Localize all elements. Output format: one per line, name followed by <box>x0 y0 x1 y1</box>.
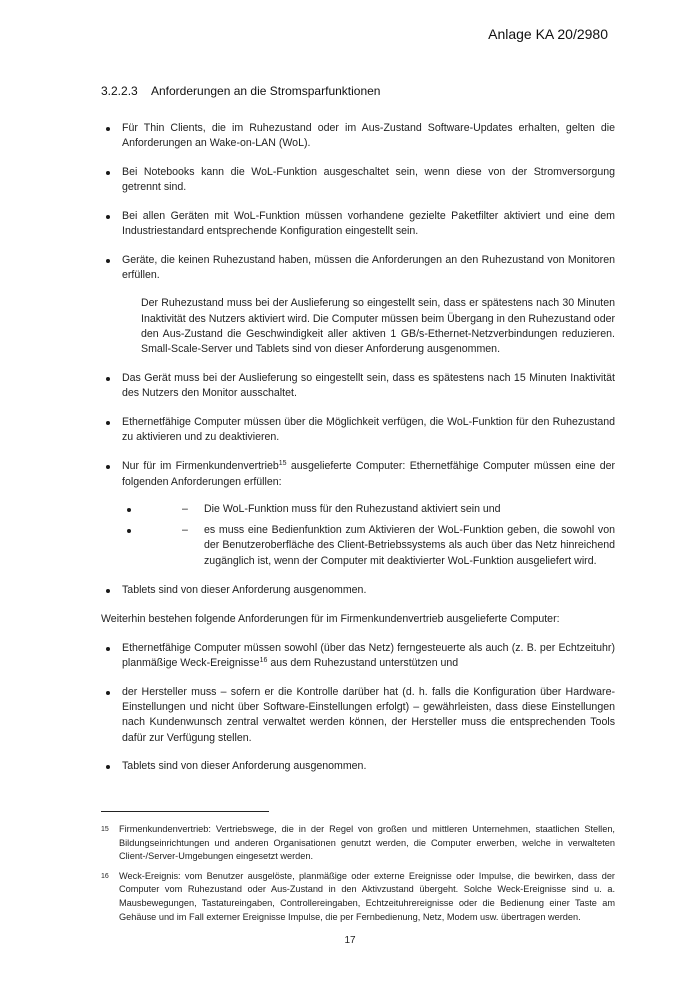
document-reference: Anlage KA 20/2980 <box>488 26 608 42</box>
dash-symbol: – <box>182 502 188 515</box>
list-item: Geräte, die keinen Ruhezustand haben, müssen die Anforderungen an den Ruhezustand von Monitoren erfüllen. <box>101 253 615 284</box>
footnote-number: 15 <box>101 826 109 833</box>
list-item-firmenkunden <box>101 459 615 569</box>
list-item-text: ausgelieferte Computer: Ethernetfähige Computer müssen eine der folgenden Anforderungen erfüllen: <box>122 460 616 488</box>
dash-item <box>122 523 615 569</box>
section-heading <box>101 84 380 98</box>
list-item: der Hersteller muss – sofern er die Kontrolle darüber hat (d. h. falls die Konfiguration über Hardware-Einstellungen und nicht über Software-Einstellungen erfolgt) – gewährleisten, dass diese Einstellungen nach Kundenwunsch zentral verwaltet werden können, der Hersteller muss die entsprechenden Tools dafür zur Verfügung stellen. <box>101 685 615 746</box>
body-content <box>101 107 615 775</box>
footnote-text: Weck-Ereignis: vom Benutzer ausgelöste, planmäßige oder externe Ereignisse oder Impulse, die bewirken, dass der Computer vom Ruhezustand oder Aus-Zustand in den Aktivzustand übergeht. Solche Weck-Ereignisse sind u. a. Mausbewegungen, Tastatureingaben, Controllereingaben, Echtzeituhrereignisse oder die Bedienung einer Taste am Gehäuse und im Fall externer Ereignisse Impulse, die per Fernbedienung, Netz, Modem usw. übertragen werden. <box>119 870 615 922</box>
list-item-text: Ethernetfähige Computer müssen sowohl (über das Netz) ferngesteuerte als auch (z. B. per Echtzeituhr) planmäßige Weck-Ereignisse <box>122 641 615 669</box>
footnotes <box>101 823 615 930</box>
footnote-ref-16[interactable]: 16 <box>259 656 268 664</box>
list-item: Bei allen Geräten mit WoL-Funktion müssen vorhandene gezielte Paketfilter aktiviert und eine dem Industriestandard entsprechende Konfiguration eingestellt sein. <box>101 209 615 240</box>
list-item-weck <box>101 641 615 672</box>
bullet-list-monitor <box>101 371 615 598</box>
dash-symbol: – <box>182 524 188 537</box>
list-item: Das Gerät muss bei der Auslieferung so eingestellt sein, dass es spätestens nach 15 Minuten Inaktivität des Nutzers den Monitor ausschaltet. <box>101 371 615 402</box>
footnote-16 <box>101 870 615 924</box>
footnote-separator <box>101 811 269 812</box>
dash-item-text: Die WoL-Funktion muss für den Ruhezustand aktiviert sein und <box>204 502 501 515</box>
list-item-text: Nur für im Firmenkundenvertrieb <box>122 460 279 473</box>
weiterhin-paragraph: Weiterhin bestehen folgende Anforderungen für im Firmenkundenvertrieb ausgelieferte Computer: <box>101 612 560 625</box>
list-item: Tablets sind von dieser Anforderung ausgenommen. <box>101 583 615 598</box>
section-number: 3.2.2.3 <box>101 84 138 98</box>
dash-item-text: es muss eine Bedienfunktion zum Aktivieren der WoL-Funktion geben, die sowohl von der Benutzeroberfläche des Client-Betriebssystems als auch über das Netz hinreichend zugänglich ist, wenn der Computer mit deaktivierter WoL-Funktion ausgeliefert wird. <box>204 524 615 567</box>
footnote-15 <box>101 823 615 864</box>
dash-item <box>122 502 615 517</box>
list-item: Bei Notebooks kann die WoL-Funktion ausgeschaltet sein, wenn diese von der Stromversorgung getrennt sind. <box>101 165 615 196</box>
footnote-ref-15[interactable]: 15 <box>278 460 287 468</box>
bullet-list-weck <box>101 641 615 775</box>
list-item: Ethernetfähige Computer müssen über die Möglichkeit verfügen, die WoL-Funktion für den Ruhezustand zu aktivieren und zu deaktivieren. <box>101 415 615 446</box>
list-item: Tablets sind von dieser Anforderung ausgenommen. <box>101 759 615 774</box>
page-number: 17 <box>344 935 356 946</box>
footnote-text: Firmenkundenvertrieb: Vertriebswege, die in der Regel von großen und mittleren Unternehmen, staatlichen Stellen, Bildungseinrichtungen und anderen Organisationen genutzt werden, die Computer erwerben, welche in verwalteten Client-/Server-Umgebungen eingesetzt werden. <box>119 824 615 862</box>
ruhezustand-paragraph: Der Ruhezustand muss bei der Auslieferung so eingestellt sein, dass er spätestens nach 30 Minuten Inaktivität des Nutzers aktiviert wird. Die Computer müssen beim Übergang in den Ruhezustand oder den Aus-Zustand die Geschwindigkeit aller aktiven 1 GB/s-Ethernet-Netzverbindungen reduzieren. Small-Scale-Server und Tablets sind von dieser Anforderung ausgenommen. <box>141 297 616 356</box>
dash-list <box>122 502 615 569</box>
list-item: Für Thin Clients, die im Ruhezustand oder im Aus-Zustand Software-Updates erhalten, gelten die Anforderungen an Wake-on-LAN (WoL). <box>101 121 615 152</box>
section-title: Anforderungen an die Stromsparfunktionen <box>151 84 381 98</box>
bullet-list-thin-clients <box>101 121 615 284</box>
footnote-number: 16 <box>101 872 109 880</box>
list-item-text: aus dem Ruhezustand unterstützen und <box>267 656 459 669</box>
